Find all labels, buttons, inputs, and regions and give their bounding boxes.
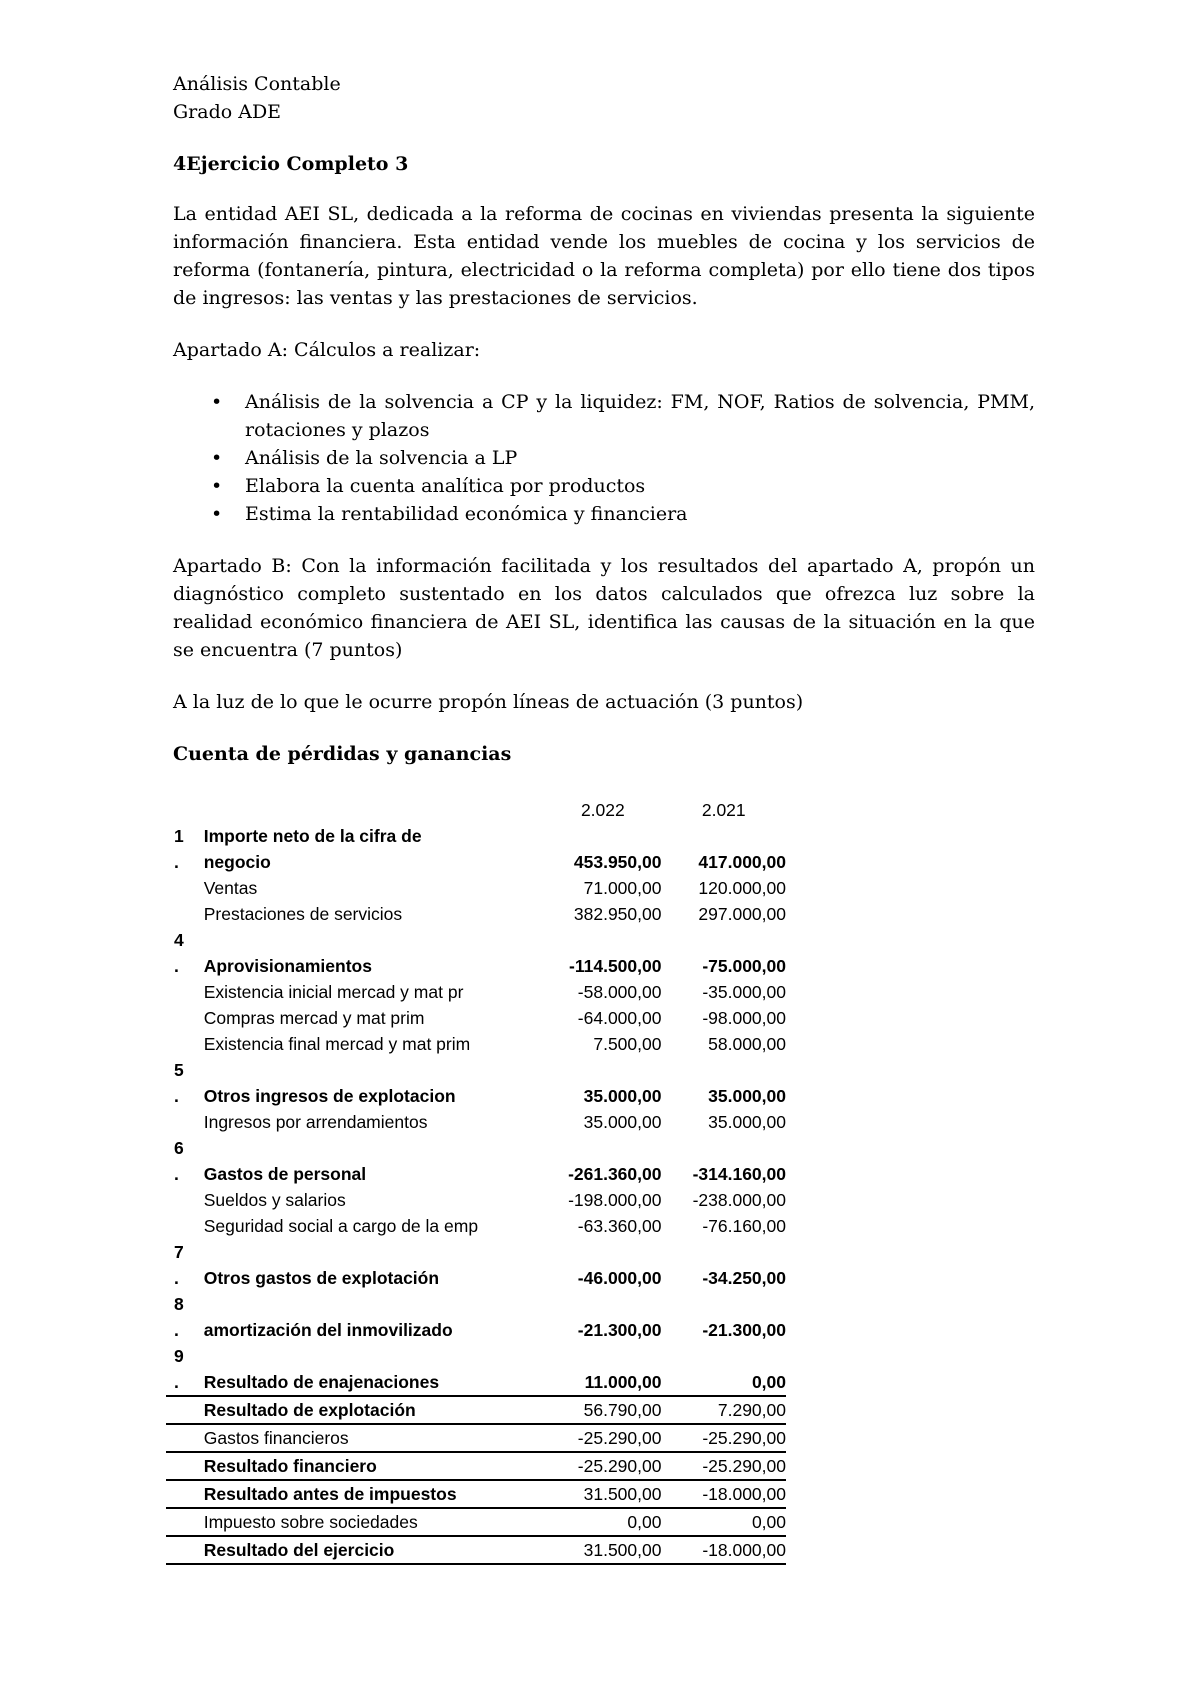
year-header: 2.021 — [701, 800, 746, 820]
row-number: 6 — [174, 1138, 184, 1158]
task-text: Análisis de la solvencia a CP y la liquidez: FM, NOF, Ratios de solvencia, PMM, rotaciones y plazos — [245, 391, 1035, 441]
row-label: Resultado del ejercicio — [204, 1536, 544, 1564]
table-row — [166, 1161, 786, 1187]
task-text: Estima la rentabilidad económica y financiera — [245, 503, 688, 525]
table-row — [166, 1031, 786, 1057]
value-2021: -18.000,00 — [661, 1536, 786, 1564]
row-label — [204, 1343, 544, 1369]
value-2021: 35.000,00 — [708, 1112, 786, 1132]
row-number — [166, 1452, 204, 1480]
table-row — [166, 1480, 786, 1508]
value-2022 — [544, 823, 661, 849]
row-label: Aprovisionamientos — [203, 956, 372, 976]
table-row — [166, 953, 786, 979]
bullet-icon: • — [211, 391, 223, 413]
row-label: Existencia final mercad y mat prim — [203, 1034, 471, 1054]
row-label: Otros ingresos de explotacion — [203, 1086, 456, 1106]
row-label: Ingresos por arrendamientos — [203, 1112, 428, 1132]
value-2022: 453.950,00 — [573, 852, 662, 872]
row-label: Resultado de explotación — [204, 1396, 544, 1424]
row-number — [166, 1536, 204, 1564]
value-2022: -198.000,00 — [568, 1190, 662, 1210]
table-row — [166, 875, 786, 901]
row-number: . — [174, 852, 179, 872]
row-label — [204, 927, 544, 953]
bullet-icon: • — [211, 475, 223, 497]
value-2021: -25.290,00 — [661, 1424, 786, 1452]
value-2021 — [661, 1239, 786, 1265]
value-2022 — [544, 1343, 661, 1369]
course-name: Análisis Contable — [173, 73, 341, 95]
table-row — [166, 823, 786, 849]
value-2021 — [661, 823, 786, 849]
table-title: Cuenta de pérdidas y ganancias — [173, 743, 512, 765]
income-statement-table — [166, 797, 786, 1565]
value-2022: 7.500,00 — [593, 1034, 662, 1054]
row-number: . — [174, 956, 179, 976]
table-row — [166, 1109, 786, 1135]
value-2021: -18.000,00 — [661, 1480, 786, 1508]
value-2021: -25.290,00 — [661, 1452, 786, 1480]
table-row — [166, 1083, 786, 1109]
value-2022: 382.950,00 — [573, 904, 662, 924]
row-number: . — [174, 1320, 179, 1340]
value-2022: 35.000,00 — [583, 1112, 662, 1132]
value-2022: -21.300,00 — [577, 1320, 662, 1340]
value-2022: 11.000,00 — [584, 1372, 662, 1392]
task-item — [173, 500, 1035, 528]
row-number: 1 — [174, 826, 184, 846]
value-2021: -34.250,00 — [702, 1268, 786, 1288]
row-number: 8 — [174, 1294, 184, 1314]
value-2022 — [544, 1057, 661, 1083]
value-2021: 120.000,00 — [698, 878, 786, 898]
row-number — [166, 1213, 204, 1239]
task-item — [173, 444, 1035, 472]
document-page — [173, 70, 1035, 792]
value-2022: -58.000,00 — [577, 982, 662, 1002]
row-label: Existencia inicial mercad y mat pr — [203, 982, 464, 1002]
bullet-icon: • — [211, 503, 223, 525]
value-2022: -46.000,00 — [577, 1268, 662, 1288]
task-text: Elabora la cuenta analítica por productos — [245, 475, 646, 497]
value-2022 — [544, 1135, 661, 1161]
value-2021: -238.000,00 — [692, 1190, 786, 1210]
row-number — [166, 1424, 204, 1452]
table-row — [166, 979, 786, 1005]
table-row — [166, 1317, 786, 1343]
task-list — [173, 388, 1035, 528]
table-row — [166, 1057, 786, 1083]
row-label: Impuesto sobre sociedades — [204, 1508, 544, 1536]
value-2021: -35.000,00 — [702, 982, 786, 1002]
year-header: 2.022 — [580, 800, 625, 820]
table-row — [166, 1213, 786, 1239]
table-row — [166, 1291, 786, 1317]
table-row — [166, 1369, 786, 1396]
value-2021 — [661, 1057, 786, 1083]
row-number: . — [174, 1086, 179, 1106]
value-2022: 0,00 — [544, 1508, 661, 1536]
value-2021: 35.000,00 — [708, 1086, 786, 1106]
row-label: Ventas — [203, 878, 258, 898]
value-2021 — [661, 1291, 786, 1317]
value-2022: 31.500,00 — [544, 1536, 661, 1564]
value-2022: -25.290,00 — [544, 1424, 661, 1452]
row-number — [166, 1109, 204, 1135]
value-2021: 0,00 — [751, 1372, 786, 1392]
closing-paragraph: A la luz de lo que le ocurre propón líneas de actuación (3 puntos) — [173, 691, 804, 713]
row-number: 4 — [174, 930, 184, 950]
value-2022: 35.000,00 — [583, 1086, 662, 1106]
table-row — [166, 1239, 786, 1265]
value-2021 — [661, 1135, 786, 1161]
value-2021: -75.000,00 — [702, 956, 786, 976]
value-2022: 56.790,00 — [544, 1396, 661, 1424]
value-2022: -25.290,00 — [544, 1452, 661, 1480]
table-row — [166, 1536, 786, 1564]
row-label — [204, 1057, 544, 1083]
row-number — [166, 901, 204, 927]
table-row — [166, 1343, 786, 1369]
row-label — [204, 1135, 544, 1161]
row-number — [166, 1005, 204, 1031]
row-number — [166, 875, 204, 901]
row-number — [166, 1508, 204, 1536]
value-2022 — [544, 1291, 661, 1317]
task-text: Análisis de la solvencia a LP — [245, 447, 518, 469]
row-label: Resultado antes de impuestos — [204, 1480, 544, 1508]
row-label: Sueldos y salarios — [203, 1190, 346, 1210]
value-2021: -314.160,00 — [692, 1164, 786, 1184]
row-label: Compras mercad y mat prim — [203, 1008, 425, 1028]
row-label: Gastos financieros — [204, 1424, 544, 1452]
row-label — [204, 1291, 544, 1317]
value-2021 — [661, 927, 786, 953]
row-number: . — [174, 1268, 179, 1288]
table-row — [166, 1424, 786, 1452]
value-2021: -21.300,00 — [702, 1320, 786, 1340]
row-number: 7 — [174, 1242, 184, 1262]
value-2021: -76.160,00 — [702, 1216, 786, 1236]
row-number — [166, 979, 204, 1005]
row-number — [166, 1187, 204, 1213]
row-label: negocio — [203, 852, 271, 872]
table-row — [166, 1396, 786, 1424]
table-row — [166, 1005, 786, 1031]
row-label: Importe neto de la cifra de — [203, 826, 422, 846]
task-item — [173, 388, 1035, 444]
value-2022: 31.500,00 — [544, 1480, 661, 1508]
row-number — [166, 1031, 204, 1057]
section-b-paragraph: Apartado B: Con la información facilitada y los resultados del apartado A, propón un diagnóstico completo sustentado en los datos calculados que ofrezca luz sobre la realidad económico financiera de AEI SL, identifica las causas de la situación en la que se encuentra (7 puntos) — [173, 555, 1035, 661]
row-label: amortización del inmovilizado — [203, 1320, 453, 1340]
value-2021: 58.000,00 — [708, 1034, 786, 1054]
value-2021: 0,00 — [661, 1508, 786, 1536]
exercise-title: 4Ejercicio Completo 3 — [173, 153, 409, 175]
row-number: . — [174, 1372, 179, 1392]
intro-paragraph: La entidad AEI SL, dedicada a la reforma de cocinas en viviendas presenta la siguiente información financiera. Esta entidad vende los muebles de cocina y los servicios de reforma (fontanería, pintura, electricidad o la reforma completa) por ello tiene dos tipos de ingresos: las ventas y las prestaciones de servicios. — [173, 203, 1035, 309]
row-number: 9 — [174, 1346, 184, 1366]
value-2022: -114.500,00 — [569, 956, 662, 976]
value-2022: -64.000,00 — [577, 1008, 662, 1028]
table-row — [166, 1187, 786, 1213]
degree-name: Grado ADE — [173, 101, 282, 123]
row-label — [204, 1239, 544, 1265]
table-row — [166, 901, 786, 927]
row-label: Resultado financiero — [204, 1452, 544, 1480]
value-2021: 7.290,00 — [661, 1396, 786, 1424]
row-label: Prestaciones de servicios — [203, 904, 403, 924]
row-number: . — [174, 1164, 179, 1184]
value-2022: 71.000,00 — [583, 878, 662, 898]
value-2022: -261.360,00 — [568, 1164, 662, 1184]
value-2022 — [544, 1239, 661, 1265]
bullet-icon: • — [211, 447, 223, 469]
value-2022: -63.360,00 — [577, 1216, 662, 1236]
row-number — [166, 1480, 204, 1508]
row-label: Seguridad social a cargo de la emp — [203, 1216, 479, 1236]
table-row — [166, 1452, 786, 1480]
table-row — [166, 1265, 786, 1291]
table-row — [166, 1508, 786, 1536]
row-label: Resultado de enajenaciones — [203, 1372, 440, 1392]
table-row — [166, 927, 786, 953]
task-item — [173, 472, 1035, 500]
value-2021: -98.000,00 — [702, 1008, 786, 1028]
year-header-row — [166, 797, 786, 823]
table-row — [166, 849, 786, 875]
value-2021: 417.000,00 — [698, 852, 786, 872]
value-2021: 297.000,00 — [698, 904, 786, 924]
table-row — [166, 1135, 786, 1161]
value-2021 — [661, 1343, 786, 1369]
section-a-heading: Apartado A: Cálculos a realizar: — [173, 339, 481, 361]
value-2022 — [544, 927, 661, 953]
row-number: 5 — [174, 1060, 184, 1080]
row-number — [166, 1396, 204, 1424]
row-label: Gastos de personal — [203, 1164, 367, 1184]
row-label: Otros gastos de explotación — [203, 1268, 440, 1288]
